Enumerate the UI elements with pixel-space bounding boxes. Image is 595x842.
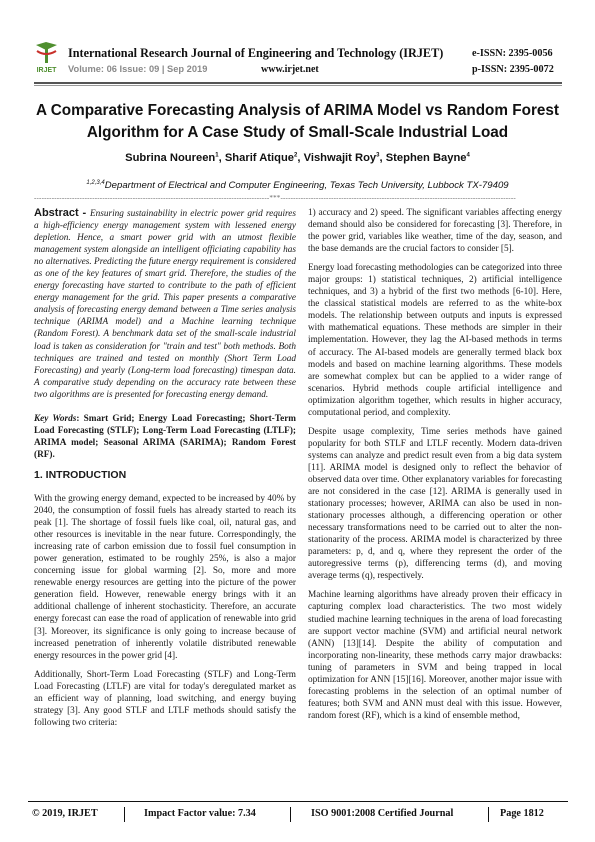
footer-separator (124, 807, 125, 822)
footer-iso: ISO 9001:2008 Certified Journal (311, 808, 454, 819)
author-name: Vishwajit Roy (303, 152, 377, 164)
author-sup: 3 (376, 152, 380, 159)
paragraph: 1) accuracy and 2) speed. The significant variables affecting energy demand should also be considered for forecasting [3]. Therefore, in the power grid, variables like weather, time of the day, season, and the base demands are the crucial factors to consider [5]. (308, 208, 562, 255)
header-divider (34, 82, 562, 84)
title-line-1: A Comparative Forecasting Analysis of ARIMA Model vs Random Forest (35, 102, 560, 119)
author-sup: 2 (294, 152, 298, 159)
abstract-text: Ensuring sustainability in electric power grid requires a high-efficiency energy management system with lessened energy depletion. Hence, a smart power grid with an utmost flexible management system alongside an intelligent officiating capability has no alternatives. Predicting the future energy requirement is considered as one of the key features of smart grid. Therefore, the studies of the energy forecasting have started to contribute to the path of efficient energy management for the grid. This paper presents a comparative analysis of forecasting energy demand between a Time series analysis technique (ARIMA model) and a Machine learning technique (Random Forest). A benchmark data set of the small-scale industrial load is taken as consideration for "train and test" both methods. Both techniques are trained and tested on monthly (Short Term Load Forecasting) and yearly (Long-term load forecasting) timespan data. A comparative study depending on the accuracy rate between these two algorithms are is presented for forecasting energy demand. (34, 209, 296, 400)
author-name: Sharif Atique (224, 152, 295, 164)
journal-logo (34, 41, 59, 75)
logo-text: IRJET (36, 67, 57, 74)
author-name: Stephen Bayne (385, 152, 467, 164)
left-column (34, 207, 296, 736)
author-separator: , (218, 152, 225, 164)
p-issn: p-ISSN: 2395-0072 (472, 64, 554, 75)
keywords-label: Key Words (34, 413, 77, 424)
keywords (34, 413, 296, 461)
paragraph: Despite usage complexity, Time series methods have gained popularity for both STLF and LTLF recently. Modern data-driven systems can analyze and predict result even from a big data system [11]. ARIMA model is designed only to reflect the behavior of observed data over time. Other explanatory variables for forecasting are not considered in the case [12]. ARIMA is generally used in stationary processes; however, ARIMA can also be used in non-stationary processes although, a differencing operation or other necessary transformations need to be carried out to alter the non-stationarity of the process. ARIMA model is characterized by three parameters: p, d, and q, where they represent the order of the autoregressive terms (p), differencing terms (d), and moving average terms (q), respectively. (308, 426, 562, 582)
author-name: Subrina Noureen (125, 152, 216, 164)
section-heading-introduction: 1. INTRODUCTION (34, 468, 127, 481)
author-sup: 1 (215, 152, 219, 159)
affiliation-text: Department of Electrical and Computer Engineering, Texas Tech University, Lubbock TX-79409 (104, 180, 509, 192)
abstract (34, 207, 296, 401)
footer-copyright: © 2019, IRJET (32, 808, 98, 819)
volume-info: Volume: 06 Issue: 09 | Sep 2019 (68, 64, 208, 74)
journal-name: International Research Journal of Engineering and Technology (IRJET) (68, 46, 444, 60)
footer (28, 808, 568, 823)
separator-rule: ---------------------------------------------------------------------------------------------***--------------------------------------------------------------------------------------------- (34, 194, 516, 202)
paragraph: Additionally, Short-Term Load Forecasting (STLF) and Long-Term Load Forecasting (LTLF) are vital for today's deregulated market as an efficient way of planning, load switching, and energy buying strategy [3]. Any good STLF and LTLF methods should satisfy the following two criteria: (34, 669, 296, 728)
paper-title (32, 100, 563, 144)
e-issn: e-ISSN: 2395-0056 (472, 48, 553, 59)
keywords-text: : Smart Grid; Energy Load Forecasting; Short-Term Load Forecasting (STLF); Long-Term Load Forecasting (LTLF); ARIMA model; Seasonal ARIMA (SARIMA); Random Forest (RF). (34, 413, 296, 460)
paragraph: Machine learning algorithms have already proven their efficacy in capturing complex load characteristics. The two most widely studied machine learning techniques in the arena of load forecasting are support vector machine (SVM) and artificial neural network (ANN) [13][14]. Despite the ability of computation and incorporating non-linearity, these methods carry major drawbacks: tuning of parameters in SVM and being trapped in local optimization for ANN [15][16]. Moreover, another major issue with forecasting problems in the selection of an optimal number of features; both SVM and ANN must deal with this issue. However, random forest (RF), which is a kind of ensemble method, (308, 590, 562, 721)
footer-divider (28, 801, 568, 802)
affiliation (32, 180, 563, 191)
footer-separator (488, 807, 489, 822)
abstract-label: Abstract - (34, 207, 90, 219)
header-divider-thin (34, 85, 562, 86)
author-separator: , (297, 152, 304, 164)
paragraph: With the growing energy demand, expected to be increased by 40% by 2040, the consumption of fossil fuels has already started to reach its peak [1]. The shortage of fossil fuels like coal, oil, natural gas, and other resources is inevitable in the near future. Correspondingly, the increasing rate of carbon emission due to fossil fuel consumption in power generation, estimated to be roughly 25%, is also a major concerning issue for global warming [2]. So, more and more renewable energy resources are getting into the picture of the power generation field. However, renewable energy brings with it an additional challenge of inherent stochasticity. Therefore, an accurate energy forecast can ease the road of application of renewable into grid [3]. Moreover, its significance is only going to increase because of increased penetration of inherently volatile distributed renewable energy resources in the power grid [4]. (34, 493, 296, 661)
author-separator: , (379, 152, 386, 164)
affiliation-sup: 1,2,3,4 (86, 180, 105, 186)
footer-page-number: Page 1812 (500, 808, 544, 819)
right-column (308, 207, 562, 729)
journal-website-link[interactable]: www.irjet.net (261, 64, 319, 75)
author-sup: 4 (466, 152, 470, 159)
footer-separator (290, 807, 291, 822)
paragraph: Energy load forecasting methodologies can be categorized into three major groups: 1) statistical techniques, 2) artificial intelligence techniques, and 3) a hybrid of the first two methods [6-10]. Here, the classical statistical models are referred to as the white-box models. The relationship between outputs and inputs is expressed with mathematical equations. These methods are simpler in their implementation. However, they lag the AI-based methods in terms of accuracy. The AI-based models are generally termed black box models and based on machine learning algorithms. These models are somewhat complex but can be applied to a wider range of scenarios. Hybrid methods couple artificial intelligence and optimization algorithm together, which results in higher accuracy, computational period, and complexity. (308, 263, 562, 418)
title-line-2: Algorithm for A Case Study of Small-Scale Industrial Load (86, 124, 509, 141)
footer-impact-factor: Impact Factor value: 7.34 (144, 808, 256, 819)
irjet-logo-icon (34, 41, 59, 75)
author-list (32, 152, 563, 164)
